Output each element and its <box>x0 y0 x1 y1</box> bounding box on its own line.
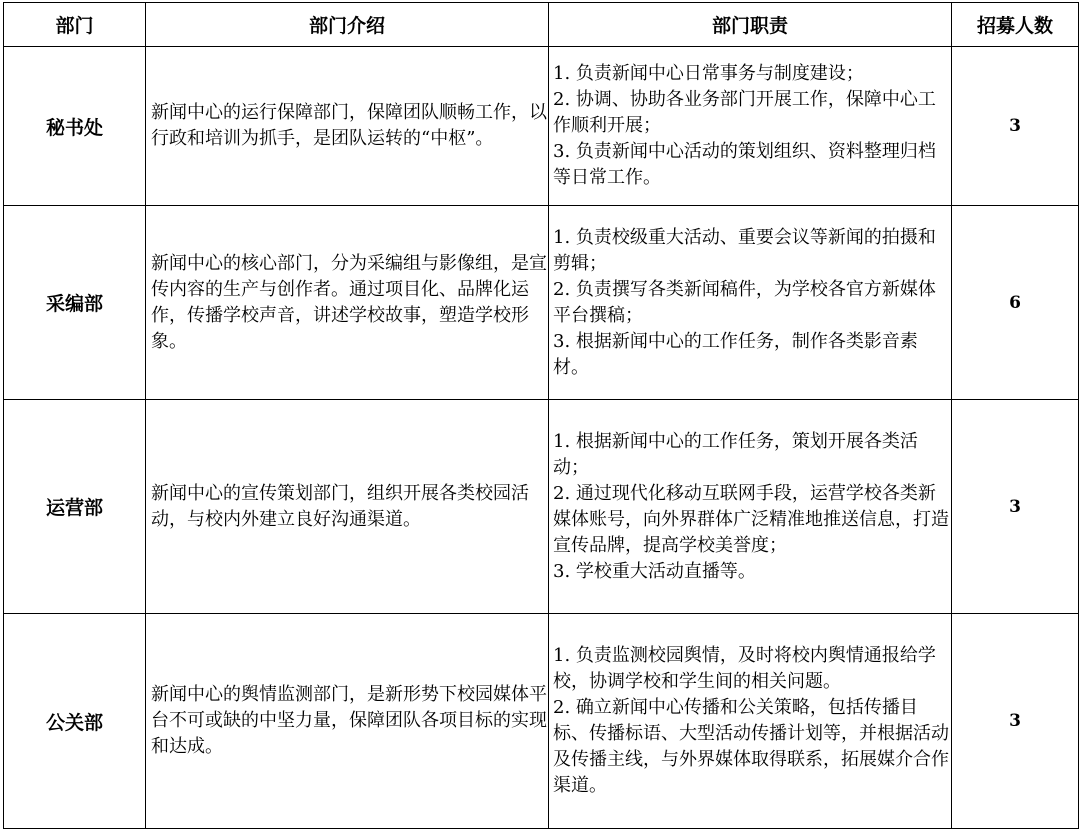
table-row <box>4 614 1079 829</box>
department-introduction: 新闻中心的运行保障部门，保障团队顺畅工作，以行政和培训为抓手，是团队运转的“中枢”。 <box>146 47 549 206</box>
duty-item: 3. 根据新闻中心的工作任务，制作各类影音素材。 <box>553 330 918 378</box>
duty-item: 1. 负责校级重大活动、重要会议等新闻的拍摄和剪辑； <box>553 226 936 274</box>
department-introduction: 新闻中心的核心部门，分为采编组与影像组，是宣传内容的生产与创作者。通过项目化、品牌化运作，传播学校声音，讲述学校故事，塑造学校形象。 <box>146 206 549 400</box>
recruit-count: 3 <box>952 47 1079 206</box>
department-table <box>3 2 1079 829</box>
duty-item: 2. 通过现代化移动互联网手段，运营学校各类新媒体账号，向外界群体广泛精准地推送信息，打造宣传品牌，提高学校美誉度； <box>553 482 949 556</box>
department-duties <box>549 614 952 829</box>
recruit-count: 6 <box>952 206 1079 400</box>
header-recruit-count: 招募人数 <box>952 3 1079 47</box>
duty-item: 1. 负责监测校园舆情，及时将校内舆情通报给学校，协调学校和学生间的相关问题。 <box>553 645 936 692</box>
duty-item: 2. 确立新闻中心传播和公关策略，包括传播目标、传播标语、大型活动传播计划等，并根据活动及传播主线，与外界媒体取得联系，拓展媒介合作渠道。 <box>553 697 949 796</box>
department-name: 采编部 <box>4 206 146 400</box>
department-duties <box>549 206 952 400</box>
department-duties <box>549 47 952 206</box>
department-name: 秘书处 <box>4 47 146 206</box>
duty-item: 3. 学校重大活动直播等。 <box>553 560 756 582</box>
header-department: 部门 <box>4 3 146 47</box>
duty-item: 2. 协调、协助各业务部门开展工作，保障中心工作顺利开展； <box>553 89 936 136</box>
duty-item: 3. 负责新闻中心活动的策划组织、资料整理归档等日常工作。 <box>553 141 936 188</box>
department-name: 运营部 <box>4 400 146 614</box>
recruit-count: 3 <box>952 614 1079 829</box>
duty-item: 2. 负责撰写各类新闻稿件，为学校各官方新媒体平台撰稿； <box>553 278 936 326</box>
header-introduction: 部门介绍 <box>146 3 549 47</box>
table-row <box>4 47 1079 206</box>
department-introduction: 新闻中心的舆情监测部门，是新形势下校园媒体平台不可或缺的中坚力量，保障团队各项目标的实现和达成。 <box>146 614 549 829</box>
department-name: 公关部 <box>4 614 146 829</box>
header-duties: 部门职责 <box>549 3 952 47</box>
table-row <box>4 400 1079 614</box>
department-introduction: 新闻中心的宣传策划部门，组织开展各类校园活动，与校内外建立良好沟通渠道。 <box>146 400 549 614</box>
duty-item: 1. 负责新闻中心日常事务与制度建设； <box>553 63 864 84</box>
department-duties <box>549 400 952 614</box>
duty-item: 1. 根据新闻中心的工作任务，策划开展各类活动； <box>553 430 918 478</box>
header-row <box>4 3 1079 47</box>
recruit-count: 3 <box>952 400 1079 614</box>
table-row <box>4 206 1079 400</box>
